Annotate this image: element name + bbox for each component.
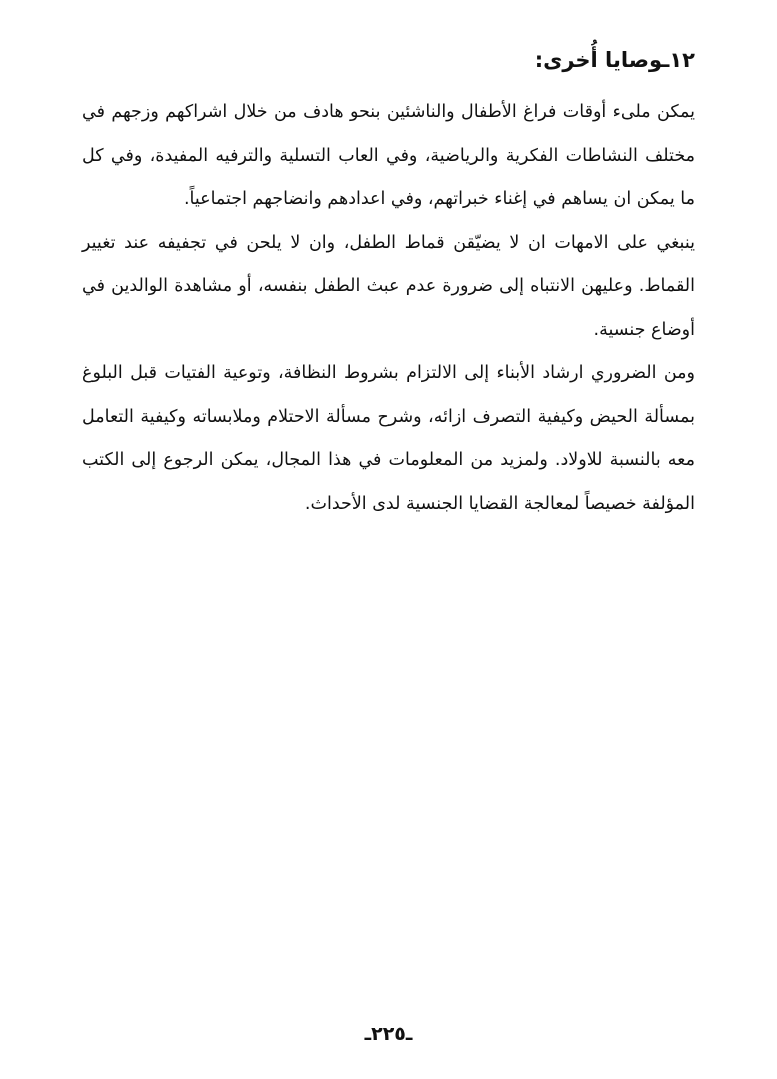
paragraph-hygiene-guidance: ومن الضروري ارشاد الأبناء إلى الالتزام بشروط النظافة، وتوعية الفتيات قبل البلوغ بمسألة الحيض وكيفية التصرف ازائه، وشرح مسألة الاحتلام وملابساته وكيفية التعامل معه بالنسبة للاولاد. ولمزيد من المعلومات في هذا المجال، يمكن الرجوع إلى الكتب المؤلفة خصيصاً لمعالجة القضايا الجنسية لدى الأحداث. [82, 363, 695, 514]
paragraph-swaddling-advice: ينبغي على الامهات ان لا يضيّقن قماط الطفل، وان لا يلحن في تجفيفه عند تغيير القماط. وعليهن الانتباه إلى ضرورة عدم عبث الطفل بنفسه، أو مشاهدة الوالدين في أوضاع جنسية. [82, 232, 695, 340]
page-body [82, 42, 695, 526]
page-number: ـ٢٢٥ـ [364, 1023, 413, 1045]
section-heading: ١٢ـوصايا أُخرى: [534, 48, 695, 72]
paragraph-leisure-activities: يمكن ملىء أوقات فراغ الأطفال والناشئين بنحو هادف من خلال اشراكهم وزجهم في مختلف النشاطات الفكرية والرياضية، وفي العاب التسلية والترفيه المفيدة، وفي كل ما يمكن ان يساهم في إغناء خبراتهم، وفي اعدادهم وانضاجهم اجتماعياً. [82, 102, 695, 209]
